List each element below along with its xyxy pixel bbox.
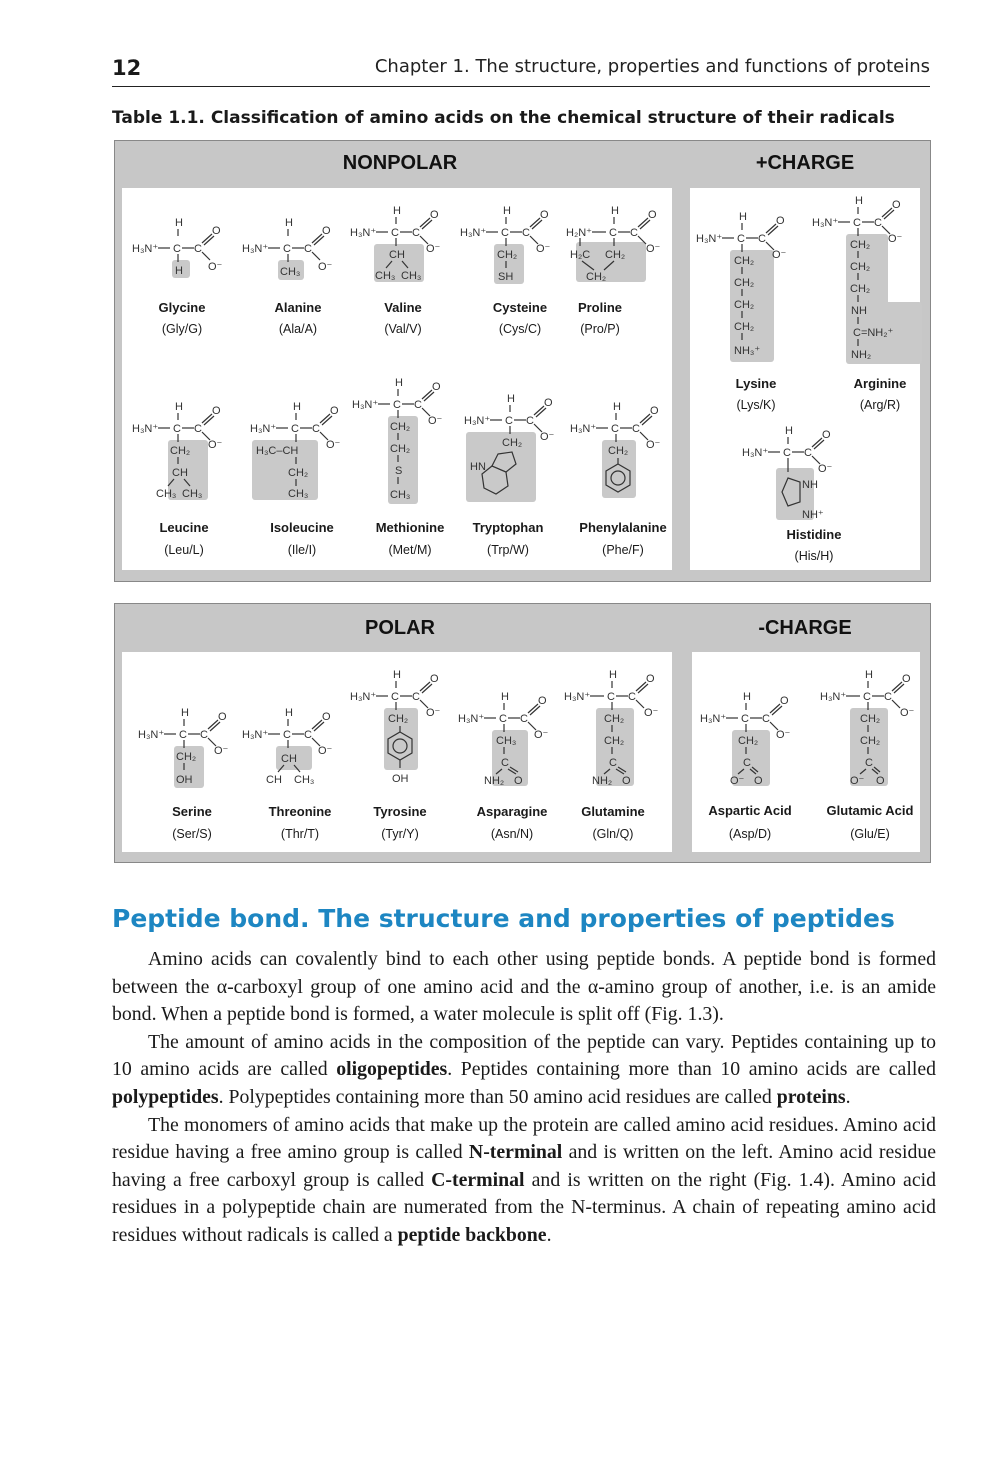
section-title: Peptide bond. The structure and properties of peptides xyxy=(112,904,895,933)
glutamine-name: Glutamine xyxy=(581,804,645,819)
svg-text:C: C xyxy=(499,713,507,725)
svg-text:O⁻: O⁻ xyxy=(772,249,787,261)
svg-text:O: O xyxy=(430,673,439,685)
svg-text:H: H xyxy=(609,669,617,681)
tyrosine-name: Tyrosine xyxy=(373,804,427,819)
svg-text:C: C xyxy=(865,757,873,769)
phenylalanine-name: Phenylalanine xyxy=(579,520,667,535)
svg-text:C: C xyxy=(283,243,291,255)
svg-text:O⁻: O⁻ xyxy=(888,233,903,245)
svg-text:H: H xyxy=(293,401,301,413)
alanine-name: Alanine xyxy=(274,300,322,315)
svg-text:CH₂: CH₂ xyxy=(850,239,871,251)
svg-text:O: O xyxy=(892,199,901,211)
svg-text:O: O xyxy=(538,695,547,707)
svg-text:C: C xyxy=(501,227,509,239)
svg-text:CH₂: CH₂ xyxy=(734,255,755,267)
methionine-structure xyxy=(350,372,460,508)
svg-text:C: C xyxy=(630,227,638,239)
svg-text:H₃N⁺: H₃N⁺ xyxy=(460,227,487,239)
svg-text:CH₂: CH₂ xyxy=(170,445,191,457)
svg-text:C: C xyxy=(741,713,749,725)
svg-text:CH₂: CH₂ xyxy=(734,277,755,289)
svg-text:C: C xyxy=(758,233,766,245)
svg-text:NH: NH xyxy=(851,305,867,317)
svg-text:H: H xyxy=(395,377,403,389)
isoleucine-code: (Ile/I) xyxy=(287,543,317,557)
positive-charge-heading: +CHARGE xyxy=(755,152,855,174)
svg-text:C: C xyxy=(283,729,291,741)
svg-text:O⁻: O⁻ xyxy=(818,463,833,475)
cysteine-code: (Cys/C) xyxy=(498,322,542,336)
svg-text:CH₂: CH₂ xyxy=(288,467,309,479)
svg-text:C: C xyxy=(884,691,892,703)
carboxyl-carbon: C xyxy=(194,243,202,255)
svg-text:NH₃⁺: NH₃⁺ xyxy=(734,345,761,357)
carbonyl-oxygen: O xyxy=(212,225,221,237)
term-proteins: proteins xyxy=(776,1085,846,1108)
valine-code: (Val/V) xyxy=(384,322,422,336)
svg-text:CH₂: CH₂ xyxy=(604,735,625,747)
svg-text:CH₃: CH₃ xyxy=(401,270,422,282)
paragraph-2: The amount of amino acids in the composition of the peptide can vary. Peptides containing up to 10 amino acids are called oligopeptides. Peptides containing more than 10 amino acids are called polypeptides. Polypeptides containing more than 50 amino acid residues are called proteins. xyxy=(112,1030,936,1108)
svg-text:SH: SH xyxy=(498,271,514,283)
svg-text:O⁻: O⁻ xyxy=(730,775,745,787)
svg-text:O⁻: O⁻ xyxy=(534,729,549,741)
svg-text:O⁻: O⁻ xyxy=(540,431,555,443)
svg-text:C: C xyxy=(804,447,812,459)
svg-text:CH₂: CH₂ xyxy=(850,283,871,295)
svg-text:CH₂: CH₂ xyxy=(604,713,625,725)
svg-text:H₃N⁺: H₃N⁺ xyxy=(820,691,847,703)
svg-text:CH₂: CH₂ xyxy=(176,751,197,763)
tyrosine-code: (Tyr/Y) xyxy=(381,827,419,841)
svg-text:C: C xyxy=(312,423,320,435)
svg-text:C: C xyxy=(391,691,399,703)
serine-name: Serine xyxy=(172,804,212,819)
header-rule xyxy=(112,86,930,87)
svg-text:O⁻: O⁻ xyxy=(208,439,223,451)
svg-text:H: H xyxy=(393,205,401,217)
valine-structure xyxy=(348,200,458,290)
svg-text:CH₃: CH₃ xyxy=(182,488,203,500)
svg-text:H: H xyxy=(865,669,873,681)
svg-text:H₃N⁺: H₃N⁺ xyxy=(352,399,379,411)
glycine-structure xyxy=(130,210,240,290)
svg-text:O: O xyxy=(330,405,339,417)
svg-text:C: C xyxy=(412,227,420,239)
svg-text:C: C xyxy=(194,423,202,435)
arginine-name: Arginine xyxy=(853,376,907,391)
svg-text:C: C xyxy=(414,399,422,411)
svg-text:CH₂: CH₂ xyxy=(734,299,755,311)
running-head: Chapter 1. The structure, properties and functions of proteins xyxy=(374,56,930,77)
svg-text:CH₂: CH₂ xyxy=(388,713,409,725)
svg-text:C: C xyxy=(874,217,882,229)
svg-text:CH₂: CH₂ xyxy=(608,445,629,457)
term-n-terminal: N-terminal xyxy=(468,1141,563,1164)
glycine-name: Glycine xyxy=(158,300,206,315)
svg-text:H: H xyxy=(285,217,293,229)
svg-text:O⁻: O⁻ xyxy=(426,707,441,719)
side-chain: H xyxy=(175,265,183,277)
lysine-code: (Lys/K) xyxy=(736,398,776,412)
svg-text:C: C xyxy=(391,227,399,239)
svg-text:H₃N⁺: H₃N⁺ xyxy=(564,691,591,703)
glutamic-acid-structure xyxy=(816,664,926,790)
svg-text:C: C xyxy=(526,415,534,427)
polar-heading: POLAR xyxy=(365,617,435,639)
svg-text:S: S xyxy=(395,465,403,477)
svg-text:CH₂: CH₂ xyxy=(860,713,881,725)
svg-text:CH₂: CH₂ xyxy=(860,735,881,747)
svg-text:NH₂: NH₂ xyxy=(484,775,505,787)
svg-text:H: H xyxy=(181,707,189,719)
svg-text:H: H xyxy=(785,425,793,437)
svg-text:H: H xyxy=(739,211,747,223)
svg-text:CH₂: CH₂ xyxy=(850,261,871,273)
glutamine-structure xyxy=(560,664,670,790)
svg-text:H₃N⁺: H₃N⁺ xyxy=(350,691,377,703)
svg-text:C=NH₂⁺: C=NH₂⁺ xyxy=(853,327,894,339)
svg-text:H: H xyxy=(743,691,751,703)
svg-text:NH₂: NH₂ xyxy=(592,775,613,787)
svg-text:O: O xyxy=(544,397,553,409)
valine-name: Valine xyxy=(384,300,422,315)
asparagine-code: (Asn/N) xyxy=(490,827,534,841)
term-c-terminal: C-terminal xyxy=(431,1168,525,1191)
svg-text:H₃N⁺: H₃N⁺ xyxy=(570,423,597,435)
svg-text:C: C xyxy=(737,233,745,245)
body-text xyxy=(112,946,936,1250)
aspartic-acid-code: (Asp/D) xyxy=(728,827,772,841)
svg-text:CH₂: CH₂ xyxy=(390,421,411,433)
svg-text:C: C xyxy=(743,757,751,769)
svg-text:O⁻: O⁻ xyxy=(318,745,333,757)
svg-text:C: C xyxy=(393,399,401,411)
glycine-code: (Gly/G) xyxy=(161,322,203,336)
svg-text:O⁻: O⁻ xyxy=(644,707,659,719)
svg-text:CH₂: CH₂ xyxy=(502,437,523,449)
glutamine-code: (Gln/Q) xyxy=(592,827,634,841)
tyrosine-structure xyxy=(348,664,458,790)
svg-text:CH₃: CH₃ xyxy=(390,489,411,501)
svg-text:O: O xyxy=(780,695,789,707)
svg-text:C: C xyxy=(179,729,187,741)
svg-text:H: H xyxy=(613,401,621,413)
svg-text:C: C xyxy=(609,227,617,239)
svg-text:H₃N⁺: H₃N⁺ xyxy=(742,447,769,459)
svg-text:C: C xyxy=(505,415,513,427)
svg-text:O: O xyxy=(322,225,331,237)
svg-text:C: C xyxy=(607,691,615,703)
svg-text:CH₃: CH₃ xyxy=(294,774,315,786)
svg-text:CH₂: CH₂ xyxy=(586,271,607,283)
phenylalanine-structure xyxy=(568,396,674,506)
aspartic-acid-structure xyxy=(698,686,808,790)
svg-text:O⁻: O⁻ xyxy=(428,415,443,427)
paragraph-1: Amino acids can covalently bind to each other using peptide bonds. A peptide bond is formed between the α-carboxyl group of one amino acid and the α-amino group of another, i.e. is an amide bond. When a peptide bond is formed, a water molecule is split off (Fig. 1.3). xyxy=(112,948,936,1026)
svg-text:O: O xyxy=(646,673,655,685)
svg-text:H: H xyxy=(611,205,619,217)
svg-text:CH: CH xyxy=(172,467,188,479)
svg-text:C: C xyxy=(501,757,509,769)
svg-text:O: O xyxy=(514,775,523,787)
svg-text:CH: CH xyxy=(389,249,405,261)
svg-text:H: H xyxy=(285,707,293,719)
svg-text:O: O xyxy=(822,429,831,441)
tryptophan-structure xyxy=(462,388,572,508)
aspartic-acid-name: Aspartic Acid xyxy=(708,803,792,818)
svg-text:O: O xyxy=(212,405,221,417)
svg-text:O: O xyxy=(902,673,911,685)
svg-text:HN: HN xyxy=(470,461,486,473)
svg-text:CH₂: CH₂ xyxy=(497,249,518,261)
lysine-structure xyxy=(694,206,798,366)
svg-text:O⁻: O⁻ xyxy=(214,745,229,757)
svg-text:C: C xyxy=(412,691,420,703)
svg-text:H₂N⁺: H₂N⁺ xyxy=(566,227,592,239)
svg-text:C: C xyxy=(609,757,617,769)
alanine-code: (Ala/A) xyxy=(278,322,318,336)
svg-text:CH₂: CH₂ xyxy=(738,735,759,747)
svg-text:C: C xyxy=(291,423,299,435)
negative-charge-heading: -CHARGE xyxy=(758,617,852,639)
table-caption: Table 1.1. Classification of amino acids on the chemical structure of their radicals xyxy=(112,108,895,128)
svg-text:C: C xyxy=(520,713,528,725)
svg-text:C: C xyxy=(863,691,871,703)
svg-text:C: C xyxy=(611,423,619,435)
svg-text:CH: CH xyxy=(281,753,297,765)
svg-text:CH₃: CH₃ xyxy=(288,488,309,500)
svg-text:H₃N⁺: H₃N⁺ xyxy=(138,729,165,741)
histidine-structure xyxy=(740,420,852,524)
svg-text:O⁻: O⁻ xyxy=(900,707,915,719)
svg-text:O⁻: O⁻ xyxy=(646,439,661,451)
svg-text:O: O xyxy=(754,775,763,787)
serine-code: (Ser/S) xyxy=(172,827,212,841)
term-peptide-backbone: peptide backbone xyxy=(397,1223,547,1246)
histidine-code: (His/H) xyxy=(794,549,834,563)
svg-text:C: C xyxy=(632,423,640,435)
svg-text:H₃N⁺: H₃N⁺ xyxy=(700,713,727,725)
cysteine-structure xyxy=(458,200,568,290)
svg-text:C: C xyxy=(783,447,791,459)
svg-text:O⁻: O⁻ xyxy=(850,775,865,787)
leucine-code: (Leu/L) xyxy=(164,543,204,557)
threonine-code: (Thr/T) xyxy=(280,827,320,841)
term-oligopeptides: oligopeptides xyxy=(336,1058,448,1081)
leucine-name: Leucine xyxy=(159,520,209,535)
svg-text:H₃N⁺: H₃N⁺ xyxy=(242,243,269,255)
svg-text:CH₃: CH₃ xyxy=(496,735,517,747)
page-number: 12 xyxy=(112,56,142,80)
amine-group: H₃N⁺ xyxy=(132,243,159,255)
glutamic-acid-name: Glutamic Acid xyxy=(826,803,914,818)
svg-text:C: C xyxy=(628,691,636,703)
svg-text:H₃N⁺: H₃N⁺ xyxy=(350,227,377,239)
proline-name: Proline xyxy=(577,300,623,315)
arginine-code: (Arg/R) xyxy=(859,398,901,412)
svg-text:O: O xyxy=(650,405,659,417)
alpha-hydrogen: H xyxy=(175,217,183,229)
phenylalanine-code: (Phe/F) xyxy=(602,543,644,557)
svg-text:O: O xyxy=(430,209,439,221)
threonine-name: Threonine xyxy=(268,804,332,819)
tryptophan-name: Tryptophan xyxy=(472,520,544,535)
svg-text:O: O xyxy=(876,775,885,787)
leucine-structure xyxy=(130,396,240,506)
svg-text:CH₂: CH₂ xyxy=(390,443,411,455)
svg-text:O: O xyxy=(432,381,441,393)
paragraph-3: The monomers of amino acids that make up the protein are called amino acid residues. Amino acid residue having a free amino group is called N-terminal and is written on the left. Amino acid residue having a free carboxyl group is called C-terminal and is written on the right (Fig. 1.4). Amino acid residues in a polypeptide chain are numerated from the N-terminus. A chain of repeating amino acid residues without radicals is called a peptide backbone. xyxy=(112,1113,937,1246)
svg-text:H₃N⁺: H₃N⁺ xyxy=(464,415,491,427)
alpha-carbon: C xyxy=(173,243,181,255)
svg-text:H: H xyxy=(507,393,515,405)
svg-text:H₃N⁺: H₃N⁺ xyxy=(250,423,277,435)
svg-text:NH: NH xyxy=(802,479,818,491)
svg-text:C: C xyxy=(762,713,770,725)
tryptophan-code: (Trp/W) xyxy=(487,543,529,557)
methionine-code: (Met/M) xyxy=(388,543,432,557)
arginine-structure xyxy=(810,190,922,370)
svg-text:O⁻: O⁻ xyxy=(536,243,551,255)
proline-structure xyxy=(562,200,672,290)
svg-text:H: H xyxy=(175,401,183,413)
asparagine-structure xyxy=(456,686,566,790)
svg-text:OH: OH xyxy=(176,774,193,786)
svg-text:O: O xyxy=(540,209,549,221)
svg-text:NH⁺: NH⁺ xyxy=(802,509,824,521)
svg-text:CH: CH xyxy=(266,774,282,786)
isoleucine-structure xyxy=(248,396,358,506)
serine-structure xyxy=(136,702,246,792)
svg-text:C: C xyxy=(522,227,530,239)
threonine-structure xyxy=(240,702,350,792)
svg-text:OH: OH xyxy=(392,773,409,785)
svg-text:H₃N⁺: H₃N⁺ xyxy=(242,729,269,741)
svg-text:O⁻: O⁻ xyxy=(326,439,341,451)
svg-text:CH₃: CH₃ xyxy=(375,270,396,282)
svg-text:C: C xyxy=(304,729,312,741)
svg-text:H₃N⁺: H₃N⁺ xyxy=(696,233,723,245)
svg-text:CH₃: CH₃ xyxy=(280,266,301,278)
svg-text:C: C xyxy=(200,729,208,741)
svg-text:H₂C: H₂C xyxy=(570,249,591,261)
svg-text:H: H xyxy=(855,195,863,207)
nonpolar-heading: NONPOLAR xyxy=(342,152,458,174)
svg-text:O⁻: O⁻ xyxy=(318,261,333,273)
isoleucine-name: Isoleucine xyxy=(270,520,334,535)
asparagine-name: Asparagine xyxy=(476,804,548,819)
svg-text:H: H xyxy=(501,691,509,703)
svg-text:H: H xyxy=(503,205,511,217)
svg-text:O⁻: O⁻ xyxy=(426,243,441,255)
svg-text:O⁻: O⁻ xyxy=(646,243,661,255)
methionine-name: Methionine xyxy=(375,520,445,535)
svg-text:O: O xyxy=(776,215,785,227)
cysteine-name: Cysteine xyxy=(492,300,548,315)
svg-text:O: O xyxy=(218,711,227,723)
svg-text:O: O xyxy=(622,775,631,787)
histidine-name: Histidine xyxy=(786,527,842,542)
svg-text:H₃N⁺: H₃N⁺ xyxy=(132,423,159,435)
svg-text:C: C xyxy=(173,423,181,435)
term-polypeptides: polypeptides xyxy=(112,1085,219,1108)
alanine-structure xyxy=(240,210,350,290)
svg-text:CH₂: CH₂ xyxy=(605,249,626,261)
svg-text:H: H xyxy=(393,669,401,681)
svg-text:O: O xyxy=(322,711,331,723)
svg-text:CH₃: CH₃ xyxy=(156,488,177,500)
svg-text:H₃N⁺: H₃N⁺ xyxy=(812,217,839,229)
svg-text:O⁻: O⁻ xyxy=(776,729,791,741)
svg-text:NH₂: NH₂ xyxy=(851,349,872,361)
svg-text:C: C xyxy=(853,217,861,229)
glutamic-acid-code: (Glu/E) xyxy=(850,827,890,841)
lysine-name: Lysine xyxy=(735,376,777,391)
svg-text:O: O xyxy=(648,209,657,221)
svg-text:C: C xyxy=(304,243,312,255)
proline-code: (Pro/P) xyxy=(580,322,620,336)
svg-text:H₃C–CH: H₃C–CH xyxy=(256,445,299,457)
svg-text:H₃N⁺: H₃N⁺ xyxy=(458,713,485,725)
svg-text:CH₂: CH₂ xyxy=(734,321,755,333)
carboxylate-oxygen: O⁻ xyxy=(208,261,223,273)
